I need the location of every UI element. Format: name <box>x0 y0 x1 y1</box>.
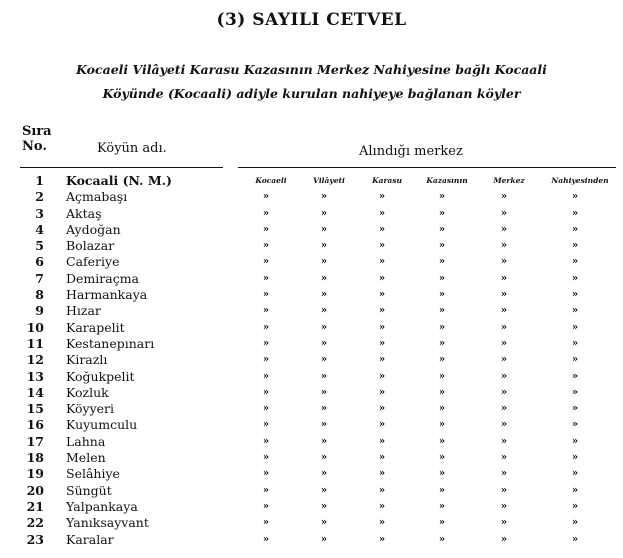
ditto-mark: » <box>262 419 270 431</box>
ditto-mark: » <box>320 337 328 349</box>
ditto-mark: » <box>500 305 508 317</box>
row-number: 4 <box>35 221 44 237</box>
row-number: 1 <box>35 173 44 188</box>
ditto-mark: » <box>378 289 386 301</box>
ditto-mark: » <box>378 207 386 219</box>
ditto-mark: » <box>262 484 270 496</box>
column-heading-merkez: Merkez <box>493 176 525 185</box>
village-name: Süngüt <box>66 482 112 498</box>
ditto-mark: » <box>571 305 579 317</box>
ditto-mark: » <box>438 419 446 431</box>
ditto-mark: » <box>438 337 446 349</box>
table-row <box>0 222 623 238</box>
ditto-mark: » <box>378 452 386 464</box>
ditto-mark: » <box>571 484 579 496</box>
village-name: Kirazlı <box>66 352 108 368</box>
header-sira: Sıra <box>22 124 52 139</box>
ditto-mark: » <box>571 468 579 480</box>
ditto-mark: » <box>262 500 270 512</box>
ditto-mark: » <box>262 305 270 317</box>
ditto-mark: » <box>320 321 328 333</box>
ditto-mark: » <box>320 272 328 284</box>
ditto-mark: » <box>320 468 328 480</box>
ditto-mark: » <box>320 386 328 398</box>
village-name: Yalpankaya <box>66 498 138 514</box>
ditto-mark: » <box>500 500 508 512</box>
ditto-mark: » <box>378 354 386 366</box>
row-number: 12 <box>26 352 44 368</box>
table-row <box>0 303 623 319</box>
village-table <box>0 173 623 548</box>
ditto-mark: » <box>438 386 446 398</box>
ditto-mark: » <box>320 256 328 268</box>
village-name: Kocaali (N. M.) <box>66 173 172 188</box>
ditto-mark: » <box>438 207 446 219</box>
village-name: Kozluk <box>66 384 109 400</box>
ditto-mark: » <box>500 321 508 333</box>
table-row <box>0 287 623 303</box>
ditto-mark: » <box>262 240 270 252</box>
row-number: 8 <box>35 287 44 303</box>
ditto-mark: » <box>438 256 446 268</box>
ditto-mark: » <box>438 452 446 464</box>
table-row <box>0 254 623 270</box>
column-heading-kocaeli: Kocaeli <box>255 176 287 185</box>
table-row <box>0 450 623 466</box>
village-name: Aktaş <box>66 205 102 221</box>
ditto-mark: » <box>378 256 386 268</box>
ditto-mark: » <box>500 533 508 545</box>
ditto-mark: » <box>320 419 328 431</box>
row-number: 21 <box>26 498 44 514</box>
row-number: 17 <box>26 433 44 449</box>
table-row <box>0 238 623 254</box>
table-row <box>0 434 623 450</box>
ditto-mark: » <box>262 403 270 415</box>
ditto-mark: » <box>262 533 270 545</box>
ditto-mark: » <box>438 289 446 301</box>
row-number: 7 <box>35 270 44 286</box>
ditto-mark: » <box>262 435 270 447</box>
row-number: 5 <box>35 238 44 254</box>
ditto-mark: » <box>262 207 270 219</box>
ditto-mark: » <box>320 484 328 496</box>
row-number: 20 <box>26 482 44 498</box>
ditto-mark: » <box>571 256 579 268</box>
village-name: Harmankaya <box>66 287 148 303</box>
ditto-mark: » <box>320 435 328 447</box>
ditto-mark: » <box>378 403 386 415</box>
header-no: No. <box>22 139 47 154</box>
ditto-mark: » <box>571 272 579 284</box>
ditto-mark: » <box>571 191 579 203</box>
ditto-mark: » <box>438 191 446 203</box>
ditto-mark: » <box>438 272 446 284</box>
village-name: Selâhiye <box>66 466 120 482</box>
village-name: Demiraçma <box>66 270 140 286</box>
ditto-mark: » <box>378 321 386 333</box>
ditto-mark: » <box>438 517 446 529</box>
ditto-mark: » <box>378 240 386 252</box>
ditto-mark: » <box>571 240 579 252</box>
village-name: Aydoğan <box>66 221 121 237</box>
column-heading-vilayeti: Vilâyeti <box>313 176 345 185</box>
ditto-mark: » <box>262 452 270 464</box>
ditto-mark: » <box>500 435 508 447</box>
ditto-mark: » <box>500 484 508 496</box>
ditto-mark: » <box>438 468 446 480</box>
ditto-mark: » <box>320 370 328 382</box>
ditto-mark: » <box>500 207 508 219</box>
ditto-mark: » <box>378 533 386 545</box>
ditto-mark: » <box>262 386 270 398</box>
village-name: Kestanepınarı <box>66 335 155 351</box>
village-name: Karapelit <box>66 319 125 335</box>
header-rule-left <box>20 167 223 168</box>
ditto-mark: » <box>438 484 446 496</box>
ditto-mark: » <box>571 533 579 545</box>
row-number: 22 <box>26 515 44 531</box>
ditto-mark: » <box>320 354 328 366</box>
ditto-mark: » <box>378 484 386 496</box>
ditto-mark: » <box>320 517 328 529</box>
table-row <box>0 532 623 548</box>
village-name: Melen <box>66 450 106 466</box>
table-row <box>0 401 623 417</box>
row-number: 19 <box>26 466 44 482</box>
ditto-mark: » <box>262 223 270 235</box>
table-row <box>0 385 623 401</box>
ditto-mark: » <box>262 321 270 333</box>
ditto-mark: » <box>571 337 579 349</box>
ditto-mark: » <box>378 386 386 398</box>
table-row <box>0 499 623 515</box>
ditto-mark: » <box>262 354 270 366</box>
village-name: Koğukpelit <box>66 368 135 384</box>
ditto-mark: » <box>571 452 579 464</box>
header-rule-right <box>238 167 616 168</box>
column-heading-kazasinin: Kazasının <box>426 176 468 185</box>
ditto-mark: » <box>500 386 508 398</box>
ditto-mark: » <box>378 223 386 235</box>
ditto-mark: » <box>320 500 328 512</box>
village-name: Karalar <box>66 531 114 547</box>
ditto-mark: » <box>571 403 579 415</box>
row-number: 11 <box>26 335 44 351</box>
village-name: Lahna <box>66 433 106 449</box>
ditto-mark: » <box>500 403 508 415</box>
subtitle-line-1: Kocaeli Vilâyeti Karasu Kazasının Merkez Nahiyesine bağlı Kocaali <box>76 62 547 77</box>
row-number: 3 <box>35 205 44 221</box>
table-row <box>0 320 623 336</box>
ditto-mark: » <box>378 370 386 382</box>
ditto-mark: » <box>262 517 270 529</box>
ditto-mark: » <box>378 191 386 203</box>
ditto-mark: » <box>438 533 446 545</box>
table-row <box>0 417 623 433</box>
ditto-mark: » <box>571 223 579 235</box>
village-name: Caferiye <box>66 254 120 270</box>
ditto-mark: » <box>438 223 446 235</box>
row-number: 16 <box>26 417 44 433</box>
ditto-mark: » <box>571 386 579 398</box>
ditto-mark: » <box>378 500 386 512</box>
table-row <box>0 336 623 352</box>
row-number: 2 <box>35 189 44 205</box>
ditto-mark: » <box>320 289 328 301</box>
village-name: Kuyumculu <box>66 417 138 433</box>
ditto-mark: » <box>500 419 508 431</box>
ditto-mark: » <box>438 435 446 447</box>
ditto-mark: » <box>320 452 328 464</box>
row-number: 10 <box>26 319 44 335</box>
ditto-mark: » <box>571 370 579 382</box>
row-number: 23 <box>26 531 44 547</box>
ditto-mark: » <box>500 354 508 366</box>
table-row <box>0 271 623 287</box>
ditto-mark: » <box>500 468 508 480</box>
table-row <box>0 352 623 368</box>
village-name: Bolazar <box>66 238 115 254</box>
ditto-mark: » <box>438 354 446 366</box>
ditto-mark: » <box>500 223 508 235</box>
ditto-mark: » <box>500 240 508 252</box>
header-source-center: Alındığı merkez <box>359 144 463 159</box>
table-row <box>0 206 623 222</box>
ditto-mark: » <box>438 500 446 512</box>
ditto-mark: » <box>262 272 270 284</box>
table-row <box>0 369 623 385</box>
ditto-mark: » <box>262 370 270 382</box>
ditto-mark: » <box>378 435 386 447</box>
ditto-mark: » <box>378 305 386 317</box>
ditto-mark: » <box>500 337 508 349</box>
ditto-mark: » <box>262 337 270 349</box>
ditto-mark: » <box>571 321 579 333</box>
table-row-first <box>0 173 623 189</box>
column-heading-karasu: Karasu <box>372 176 402 185</box>
ditto-mark: » <box>571 419 579 431</box>
ditto-mark: » <box>378 419 386 431</box>
ditto-mark: » <box>438 370 446 382</box>
ditto-mark: » <box>438 305 446 317</box>
ditto-mark: » <box>571 354 579 366</box>
subtitle-line-2: Köyünde (Kocaali) adiyle kurulan nahiyeye bağlanan köyler <box>102 86 521 101</box>
ditto-mark: » <box>571 207 579 219</box>
row-number: 18 <box>26 450 44 466</box>
ditto-mark: » <box>500 272 508 284</box>
table-row <box>0 466 623 482</box>
ditto-mark: » <box>571 500 579 512</box>
ditto-mark: » <box>320 240 328 252</box>
ditto-mark: » <box>571 289 579 301</box>
row-number: 15 <box>26 401 44 417</box>
ditto-mark: » <box>438 403 446 415</box>
ditto-mark: » <box>500 256 508 268</box>
table-row <box>0 515 623 531</box>
row-number: 9 <box>35 303 44 319</box>
ditto-mark: » <box>320 223 328 235</box>
table-row <box>0 483 623 499</box>
ditto-mark: » <box>320 533 328 545</box>
header-village-name: Köyün adı. <box>97 141 167 156</box>
ditto-mark: » <box>320 207 328 219</box>
ditto-mark: » <box>500 370 508 382</box>
village-name: Hızar <box>66 303 101 319</box>
village-name: Köyyeri <box>66 401 115 417</box>
ditto-mark: » <box>262 289 270 301</box>
ditto-mark: » <box>571 517 579 529</box>
ditto-mark: » <box>262 256 270 268</box>
ditto-mark: » <box>500 289 508 301</box>
row-number: 14 <box>26 384 44 400</box>
ditto-mark: » <box>262 191 270 203</box>
ditto-mark: » <box>500 452 508 464</box>
header-sira-no <box>22 124 52 154</box>
row-number: 13 <box>26 368 44 384</box>
village-name: Açmabaşı <box>66 189 128 205</box>
ditto-mark: » <box>320 305 328 317</box>
ditto-mark: » <box>378 337 386 349</box>
ditto-mark: » <box>500 517 508 529</box>
ditto-mark: » <box>378 272 386 284</box>
row-number: 6 <box>35 254 44 270</box>
ditto-mark: » <box>438 321 446 333</box>
ditto-mark: » <box>438 240 446 252</box>
table-row <box>0 189 623 205</box>
village-name: Yanıksayvant <box>66 515 149 531</box>
document-title: (3) SAYILI CETVEL <box>216 10 407 30</box>
ditto-mark: » <box>571 435 579 447</box>
ditto-mark: » <box>378 468 386 480</box>
column-heading-nahiyesinden: Nahiyesinden <box>551 176 609 185</box>
ditto-mark: » <box>262 468 270 480</box>
ditto-mark: » <box>500 191 508 203</box>
ditto-mark: » <box>320 403 328 415</box>
ditto-mark: » <box>378 517 386 529</box>
ditto-mark: » <box>320 191 328 203</box>
